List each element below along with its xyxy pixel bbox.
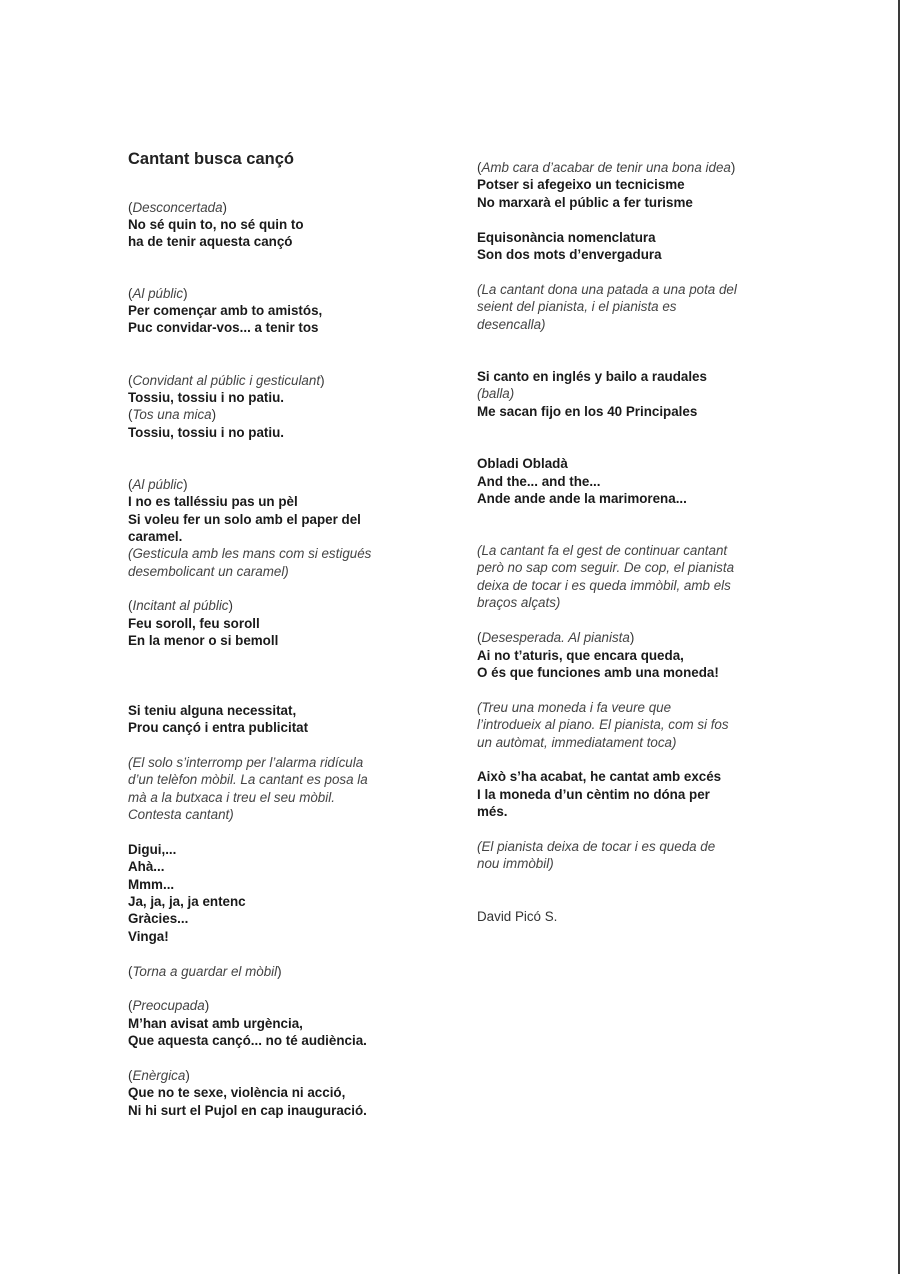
right-lyric-line: més. — [477, 804, 508, 819]
right-stage-direction: (Amb cara d’acabar de tenir una bona idea) — [477, 160, 736, 175]
left-lyric-line: Prou cançó i entra publicitat — [128, 720, 309, 735]
left-lyric-line: Tossiu, tossiu i no patiu. — [128, 425, 284, 440]
left-stage-direction: (Al públic) — [128, 286, 188, 301]
right-stage-direction: (La cantant dona una patada a una pota del — [477, 282, 737, 297]
left-lyric-line: I no es talléssiu pas un pèl — [128, 494, 298, 509]
left-stage-direction: Contesta cantant) — [128, 807, 234, 822]
right-lyric-line: I la moneda d’un cèntim no dóna per — [477, 787, 710, 802]
right-stage-direction: deixa de tocar i es queda immòbil, amb els — [477, 578, 731, 593]
left-lyric-line: Ahà... — [128, 859, 165, 874]
left-stage-direction: (El solo s’interromp per l’alarma ridícula — [128, 755, 364, 770]
left-lyric-line: Puc convidar-vos... a tenir tos — [128, 320, 319, 335]
right-stage-direction: però no sap com seguir. De cop, el pianista — [477, 560, 735, 575]
right-lyric-line: And the... and the... — [477, 474, 601, 489]
left-lyric-line: Digui,... — [128, 842, 177, 857]
left-stage-direction: (Incitant al públic) — [128, 598, 233, 613]
left-lyric-line: Gràcies... — [128, 911, 189, 926]
right-stage-direction: nou immòbil) — [477, 856, 554, 871]
left-lyric-line: Ja, ja, ja, ja entenc — [128, 894, 246, 909]
left-lyric-line: Ni hi surt el Pujol en cap inauguració. — [128, 1103, 367, 1118]
left-lyric-line: Tossiu, tossiu i no patiu. — [128, 390, 284, 405]
right-stage-direction: braços alçats) — [477, 595, 561, 610]
left-stage-direction: (Tos una mica) — [128, 407, 217, 422]
right-stage-direction: (La cantant fa el gest de continuar cantant — [477, 543, 728, 558]
right-lyric-line: No marxarà el públic a fer turisme — [477, 195, 693, 210]
right-lyric-line: Ai no t’aturis, que encara queda, — [477, 648, 684, 663]
right-stage-direction: seient del pianista, i el pianista es — [477, 299, 677, 314]
left-lyric-line: Per començar amb to amistós, — [128, 303, 323, 318]
left-lyric-line: Si voleu fer un solo amb el paper del — [128, 512, 361, 527]
right-lyric-line: Me sacan fijo en los 40 Principales — [477, 404, 698, 419]
left-lyric-line: Mmm... — [128, 877, 175, 892]
left-lyric-line: caramel. — [128, 529, 183, 544]
right-stage-direction: (Desesperada. Al pianista) — [477, 630, 635, 645]
left-stage-direction: (Preocupada) — [128, 998, 210, 1013]
left-lyric-line: Vinga! — [128, 929, 169, 944]
right-author-signature: David Picó S. — [477, 909, 558, 924]
left-lyric-line: M’han avisat amb urgència, — [128, 1016, 303, 1031]
right-lyric-line: Obladi Obladà — [477, 456, 568, 471]
left-stage-direction: d’un telèfon mòbil. La cantant es posa la — [128, 772, 368, 787]
right-lyric-line: Equisonància nomenclatura — [477, 230, 656, 245]
left-lyric-line: Que no te sexe, violència ni acció, — [128, 1085, 346, 1100]
left-lyric-line: En la menor o si bemoll — [128, 633, 279, 648]
left-stage-direction: (Torna a guardar el mòbil) — [128, 964, 282, 979]
right-stage-direction: desencalla) — [477, 317, 546, 332]
left-stage-direction: desembolicant un caramel) — [128, 564, 289, 579]
left-stage-direction: (Gesticula amb les mans com si estigués — [128, 546, 372, 561]
right-stage-direction: (Treu una moneda i fa veure que — [477, 700, 672, 715]
left-lyric-line: Que aquesta cançó... no té audiència. — [128, 1033, 367, 1048]
right-lyric-line: Son dos mots d’envergadura — [477, 247, 662, 262]
left-stage-direction: (Enèrgica) — [128, 1068, 190, 1083]
left-stage-direction: (Al públic) — [128, 477, 188, 492]
right-lyric-line: Potser si afegeixo un tecnicisme — [477, 177, 685, 192]
document-title: Cantant busca cançó — [128, 150, 294, 168]
left-lyric-line: Feu soroll, feu soroll — [128, 616, 260, 631]
right-stage-direction: l’introdueix al piano. El pianista, com si fos — [477, 717, 729, 732]
right-lyric-line: Si canto en inglés y bailo a raudales — [477, 369, 707, 384]
right-lyric-line: Això s’ha acabat, he cantat amb excés — [477, 769, 722, 784]
right-stage-direction: (El pianista deixa de tocar i es queda de — [477, 839, 716, 854]
left-lyric-line: No sé quin to, no sé quin to — [128, 217, 304, 232]
right-stage-direction: un autòmat, immediatament toca) — [477, 735, 677, 750]
left-lyric-line: ha de tenir aquesta cançó — [128, 234, 293, 249]
left-stage-direction: mà a la butxaca i treu el seu mòbil. — [128, 790, 335, 805]
right-stage-direction: (balla) — [477, 386, 515, 401]
right-lyric-line: Ande ande ande la marimorena... — [477, 491, 687, 506]
left-stage-direction: (Convidant al públic i gesticulant) — [128, 373, 325, 388]
right-lyric-line: O és que funciones amb una moneda! — [477, 665, 719, 680]
left-stage-direction: (Desconcertada) — [128, 200, 228, 215]
left-lyric-line: Si teniu alguna necessitat, — [128, 703, 297, 718]
